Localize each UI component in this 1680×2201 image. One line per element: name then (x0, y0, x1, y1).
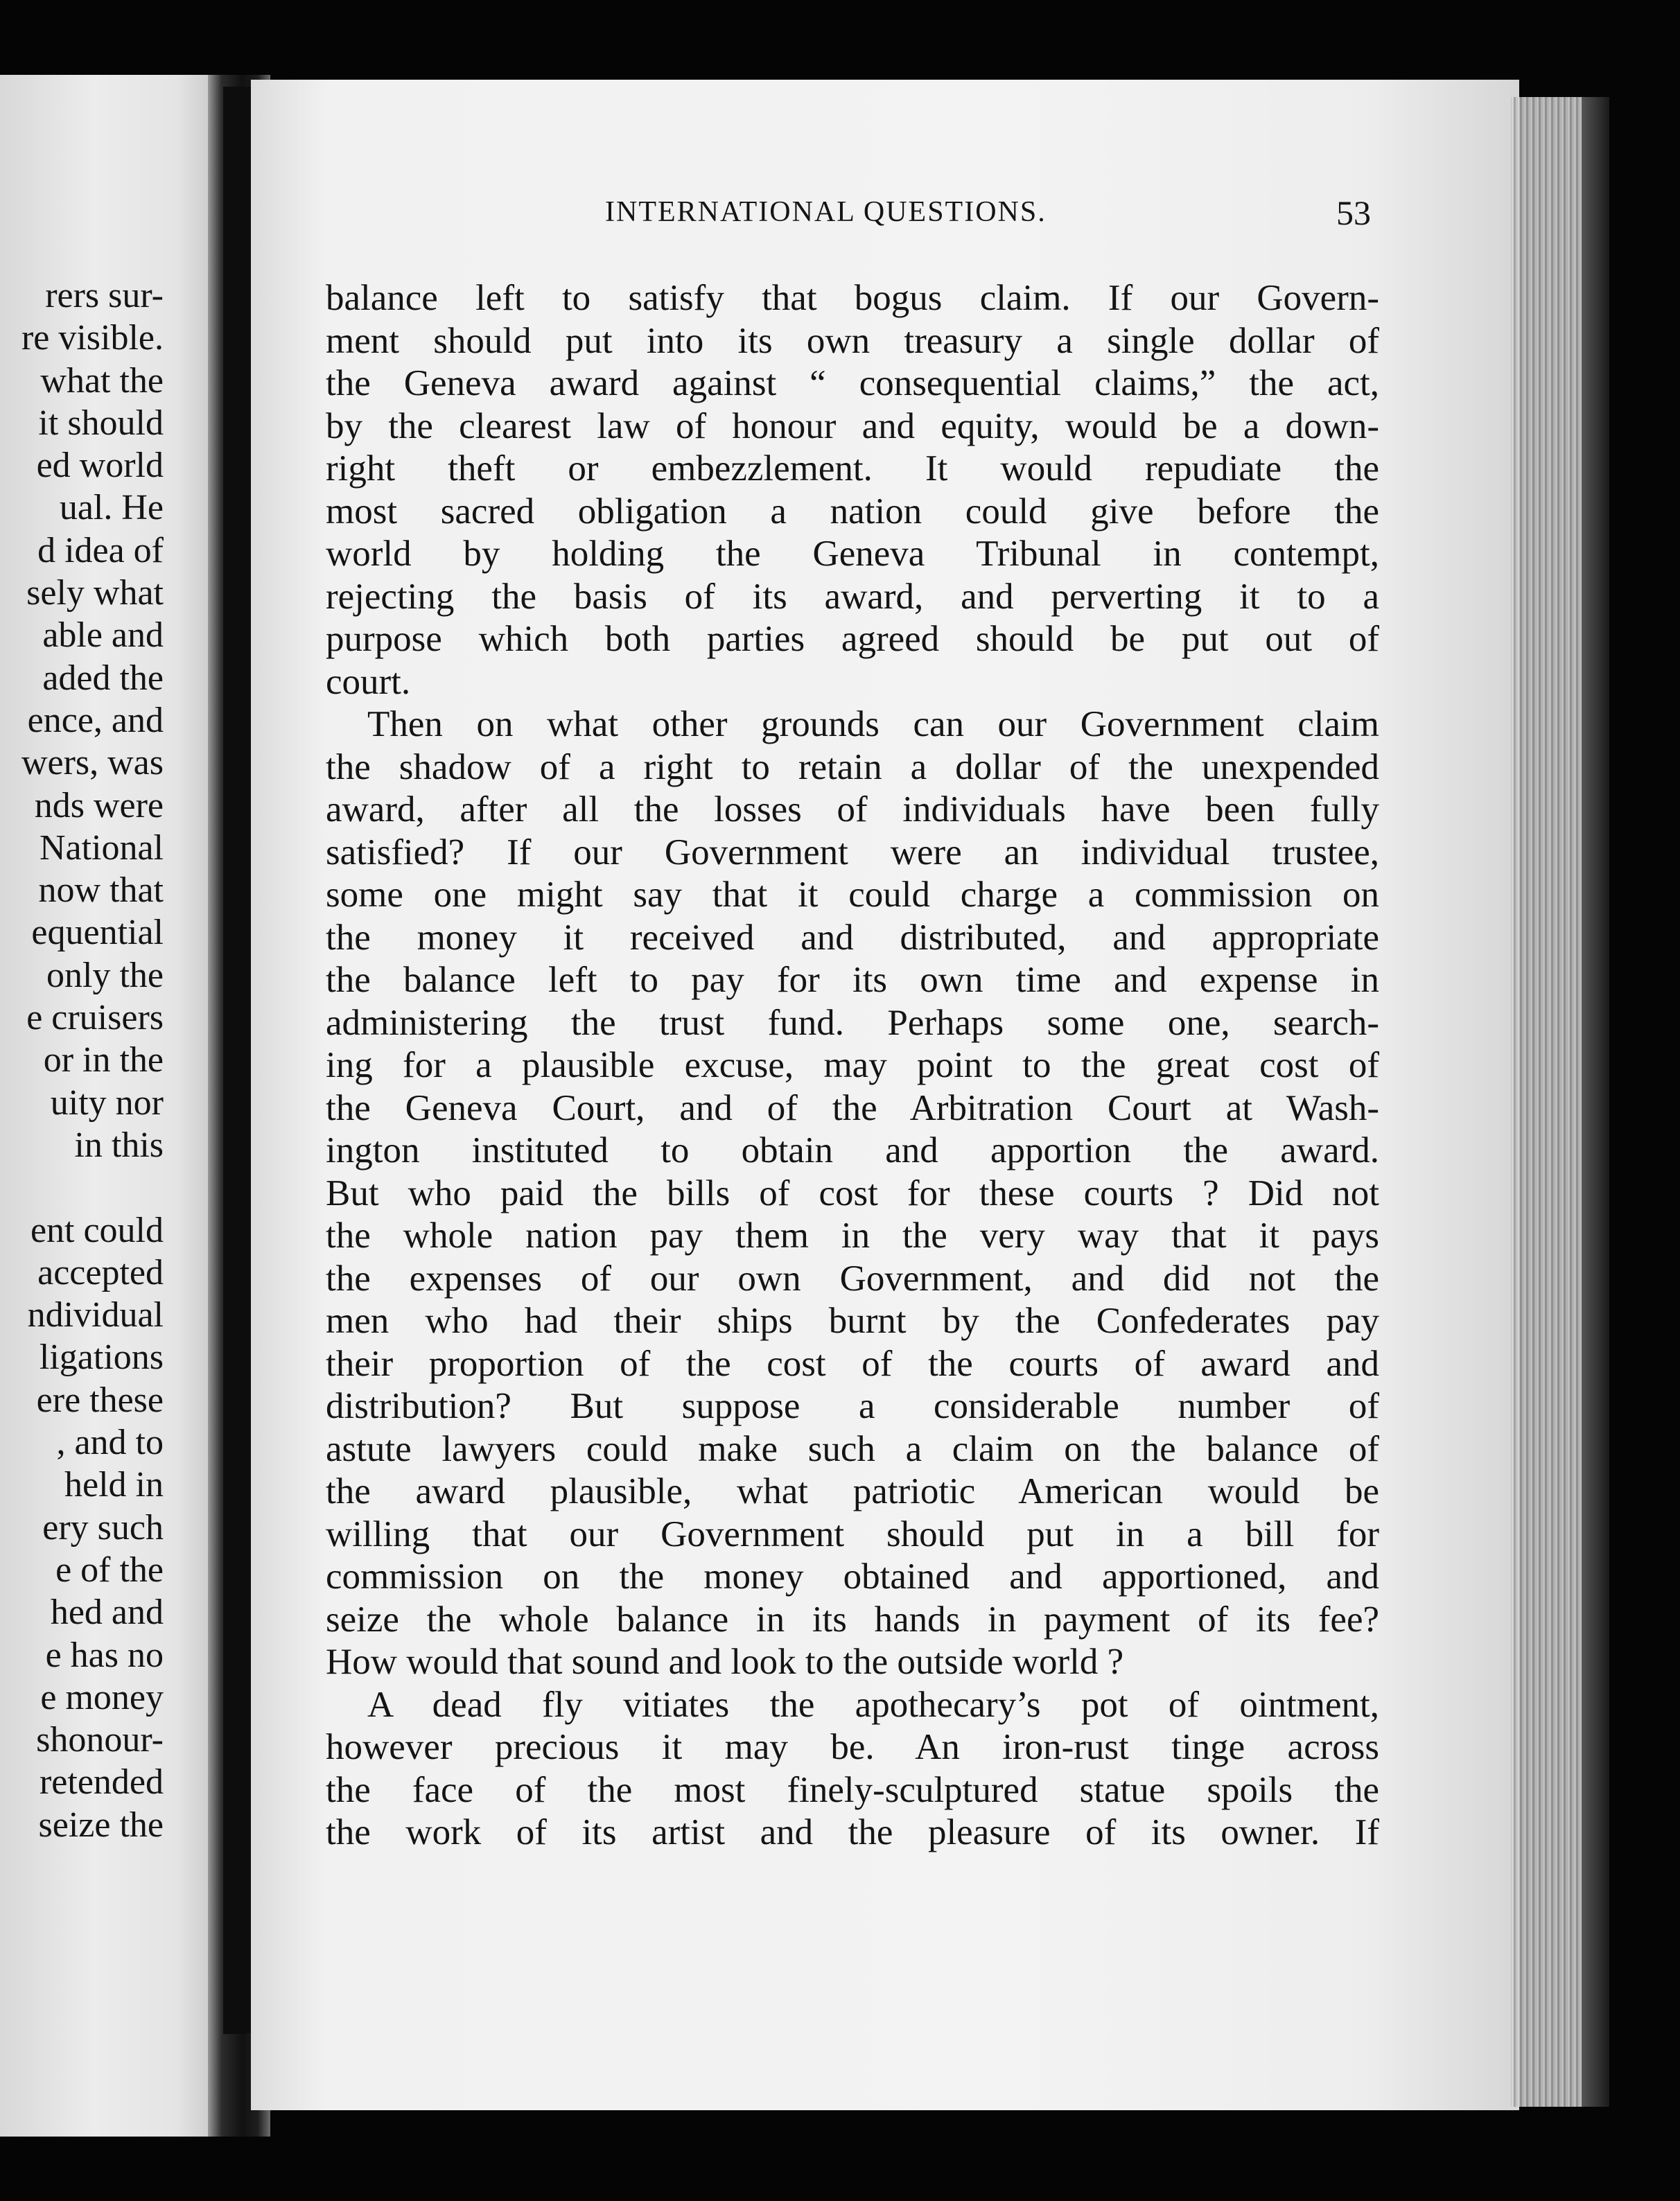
left-text-line: ed world (36, 446, 164, 486)
page-edges (1511, 97, 1587, 2107)
text-line: the shadow of a right to retain a dollar of the unexpended (326, 746, 1379, 787)
text-line: their proportion of the cost of the courts of award and (326, 1343, 1379, 1384)
left-text-line: accepted (37, 1252, 164, 1292)
text-line: men who had their ships burnt by the Confederates pay (326, 1301, 1379, 1341)
text-line: purpose which both parties agreed should be put out of (326, 619, 1379, 659)
left-text-line: retended (39, 1762, 164, 1803)
left-text-line: seize the (38, 1805, 164, 1845)
text-line: Then on what other grounds can our Government claim (367, 704, 1379, 744)
left-text-line (0, 1166, 164, 1209)
left-text-line: , and to (56, 1423, 164, 1463)
left-text-line: wers, was (21, 743, 164, 783)
left-text-line: aded the (42, 658, 164, 698)
text-line: But who paid the bills of cost for these courts ? Did not (326, 1173, 1379, 1213)
text-line: willing that our Government should put in a bill for (326, 1514, 1379, 1554)
left-text-line: ual. He (59, 488, 164, 528)
page-number: 53 (1336, 193, 1371, 232)
left-text-line: sely what (26, 573, 164, 613)
text-line: the whole nation pay them in the very way that it pays (326, 1216, 1379, 1256)
left-text-line: National (39, 827, 164, 868)
left-text-line: now that (38, 870, 164, 911)
text-line: the Geneva award against “ consequential claims,” the act, (326, 363, 1379, 403)
body-text (326, 277, 1379, 1854)
text-line: the work of its artist and the pleasure of its owner. If (326, 1812, 1379, 1852)
left-text-line: e has no (45, 1635, 164, 1675)
text-line: some one might say that it could charge a commission on (326, 875, 1379, 915)
left-text-line: held in (64, 1465, 164, 1505)
text-line: however precious it may be. An iron-rust tinge across (326, 1727, 1379, 1767)
running-header: INTERNATIONAL QUESTIONS. (605, 196, 1047, 228)
text-line: rejecting the basis of its award, and perverting it to a (326, 576, 1379, 617)
text-line: the money it received and distributed, and appropriate (326, 917, 1379, 958)
left-text-line: ligations (39, 1338, 164, 1378)
left-text-line: hed and (50, 1593, 164, 1633)
left-text-line: ndividual (27, 1295, 164, 1335)
text-line: A dead fly vitiates the apothecary’s pot of ointment, (367, 1684, 1379, 1725)
left-text-line: equential (31, 913, 164, 953)
left-text-line: in this (74, 1125, 164, 1165)
text-line: astute lawyers could make such a claim on the balance of (326, 1428, 1379, 1469)
left-text-line: able and (42, 615, 164, 656)
text-line: satisfied? If our Government were an individual trustee, (326, 832, 1379, 872)
left-text-line: ere these (36, 1380, 164, 1420)
left-text-line: ent could (30, 1210, 164, 1250)
left-page-text (0, 274, 164, 1846)
left-text-line: ery such (42, 1507, 164, 1547)
text-line: right theft or embezzlement. It would repudiate the (326, 448, 1379, 489)
left-text-line: only the (46, 955, 164, 995)
left-text-line: ence, and (27, 700, 164, 740)
text-line: administering the trust fund. Perhaps some one, search- (326, 1002, 1379, 1043)
left-text-line: e of the (55, 1550, 164, 1590)
text-line: commission on the money obtained and apportioned, and (326, 1557, 1379, 1597)
left-text-line: d idea of (37, 530, 164, 570)
left-text-line: re visible. (21, 318, 164, 358)
left-text-line: e money (40, 1677, 164, 1717)
text-line: seize the whole balance in its hands in payment of its fee? (326, 1599, 1379, 1640)
text-line: ing for a plausible excuse, may point to the great cost of (326, 1045, 1379, 1085)
text-line: distribution? But suppose a considerable number of (326, 1386, 1379, 1426)
text-line: ment should put into its own treasury a single dollar of (326, 320, 1379, 361)
left-text-line: uity nor (50, 1082, 164, 1123)
left-text-line: e cruisers (26, 998, 164, 1038)
text-line: award, after all the losses of individuals have been fully (326, 789, 1379, 830)
left-text-line: or in the (43, 1040, 164, 1080)
text-line: the award plausible, what patriotic American would be (326, 1471, 1379, 1511)
text-line: How would that sound and look to the outside world ? (326, 1642, 1124, 1682)
text-line: world by holding the Geneva Tribunal in contempt, (326, 534, 1379, 574)
page-edges-shadow (1582, 97, 1609, 2107)
text-line: court. (326, 661, 411, 702)
left-text-line: what the (40, 360, 164, 401)
left-text-line: it should (38, 403, 164, 443)
left-facing-page (0, 75, 208, 2137)
text-line: by the clearest law of honour and equity, would be a down- (326, 405, 1379, 446)
left-text-line: shonour- (36, 1720, 164, 1760)
text-line: the expenses of our own Government, and did not the (326, 1258, 1379, 1299)
text-line: the balance left to pay for its own time and expense in (326, 960, 1379, 1000)
text-line: the Geneva Court, and of the Arbitration Court at Wash- (326, 1087, 1379, 1128)
text-line: balance left to satisfy that bogus claim. If our Govern- (326, 278, 1379, 318)
text-line: ington instituted to obtain and apportion the award. (326, 1130, 1379, 1170)
left-text-line: rers sur- (45, 276, 164, 315)
left-text-line: nds were (34, 785, 164, 825)
text-line: the face of the most finely-sculptured statue spoils the (326, 1769, 1379, 1810)
text-line: most sacred obligation a nation could give before the (326, 491, 1379, 532)
